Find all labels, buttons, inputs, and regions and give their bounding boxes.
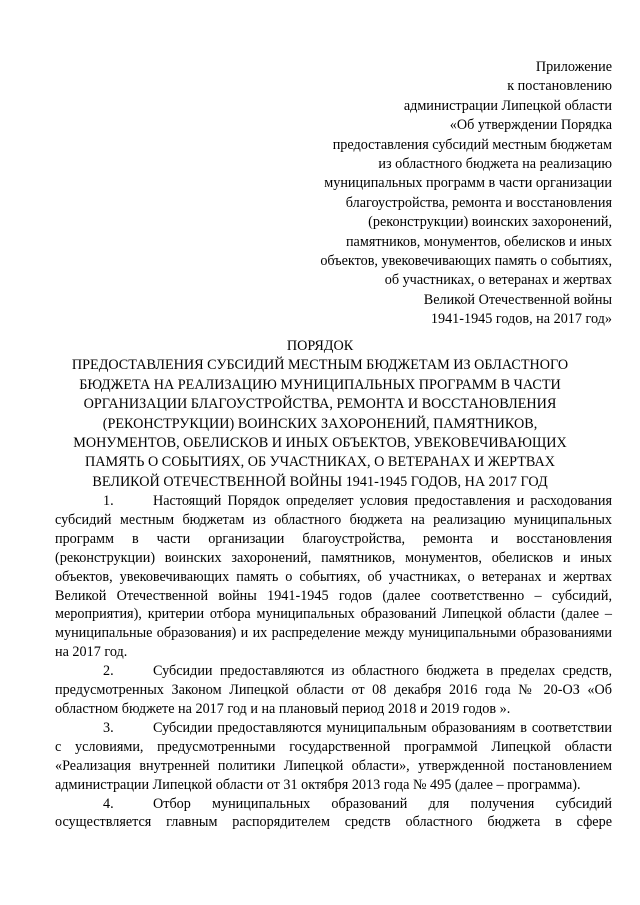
document-body	[55, 492, 612, 832]
appendix-line: 1941-1945 годов, на 2017 год»	[430, 311, 612, 328]
appendix-line: из областного бюджета на реализацию	[378, 156, 612, 173]
title-line: (РЕКОНСТРУКЦИИ) ВОИНСКИХ ЗАХОРОНЕНИЙ, ПАМЯТНИКОВ,	[102, 415, 538, 432]
paragraph-number: 3.	[103, 719, 114, 736]
appendix-line: администрации Липецкой области	[403, 97, 612, 114]
appendix-line: благоустройства, ремонта и восстановления	[345, 194, 612, 211]
title-line: БЮДЖЕТА НА РЕАЛИЗАЦИЮ МУНИЦИПАЛЬНЫХ ПРОГРАММ В ЧАСТИ	[79, 376, 561, 393]
title-line: МОНУМЕНТОВ, ОБЕЛИСКОВ И ИНЫХ ОБЪЕКТОВ, УВЕКОВЕЧИВАЮЩИХ	[73, 435, 567, 452]
paragraph-text: Субсидии предоставляются из областного бюджета в пределах средств, предусмотренных Законом Липецкой области от 08 декабря 2016 года № 20-ОЗ «Об областном бюджете на 2017 год и на плановый период 2018 и 2019 годов ».	[55, 663, 612, 717]
title-line: ВЕЛИКОЙ ОТЕЧЕСТВЕННОЙ ВОЙНЫ 1941-1945 ГОДОВ, НА 2017 ГОД	[92, 473, 548, 490]
paragraph-4	[55, 795, 612, 833]
title-line: ПАМЯТЬ О СОБЫТИЯХ, ОБ УЧАСТНИКАХ, О ВЕТЕРАНАХ И ЖЕРТВАХ	[85, 454, 555, 471]
paragraph-text: Субсидии предоставляются муниципальным образованиям в соответствии с условиями, предусмотренными государственной программой Липецкой области «Реализация внутренней политики Липецкой области», утвержденной постановлением администрации Липецкой области от 31 октября 2013 года № 495 (далее – программа).	[55, 719, 612, 793]
paragraph-number: 1.	[103, 493, 114, 509]
appendix-line: к постановлению	[507, 78, 612, 95]
appendix-line: муниципальных программ в части организации	[324, 175, 612, 192]
appendix-line: предоставления субсидий местным бюджетам	[332, 136, 612, 153]
title-line: ПОРЯДОК	[286, 338, 354, 354]
title-line: ПРЕДОСТАВЛЕНИЯ СУБСИДИЙ МЕСТНЫМ БЮДЖЕТАМ ИЗ ОБЛАСТНОГО	[71, 357, 569, 374]
appendix-line: Великой Отечественной войны	[423, 291, 612, 308]
paragraph-3	[55, 719, 612, 795]
appendix-line: об участниках, о ветеранах и жертвах	[384, 272, 612, 289]
title-line: ОРГАНИЗАЦИИ БЛАГОУСТРОЙСТВА, РЕМОНТА И ВОССТАНОВЛЕНИЯ	[83, 396, 557, 413]
paragraph-1	[55, 492, 612, 662]
appendix-line: памятников, монументов, обелисков и иных	[345, 233, 612, 250]
paragraph-2	[55, 662, 612, 719]
document-title	[40, 337, 600, 492]
appendix-line: Приложение	[535, 59, 612, 75]
paragraph-number: 2.	[103, 663, 114, 680]
paragraph-number: 4.	[103, 795, 114, 812]
appendix-line: объектов, увековечивающих память о событиях,	[320, 253, 612, 270]
appendix-header	[252, 58, 612, 330]
paragraph-text: Отбор муниципальных образований для получения субсидий осуществляется главным распорядителем средств областного бюджета в сфере	[55, 795, 612, 831]
appendix-line: «Об утверждении Порядка	[449, 117, 612, 134]
appendix-line: (реконструкции) воинских захоронений,	[368, 214, 612, 231]
paragraph-text: Настоящий Порядок определяет условия предоставления и расходования субсидий местным бюджетам из областного бюджета на реализацию муниципальных программ в части организации благоустройства, ремонта и восстановления (реконструкции) воинских захоронений, памятников, монументов, обелисков и иных объектов, увековечивающих память о событиях, об участниках, о ветеранах и жертвах Великой Отечественной войны 1941-1945 годов (далее соответственно – субсидий, мероприятия), критерии отбора муниципальных образований Липецкой области (далее – муниципальные образования) и их распределение между муниципальными образованиями на 2017 год.	[55, 493, 612, 661]
